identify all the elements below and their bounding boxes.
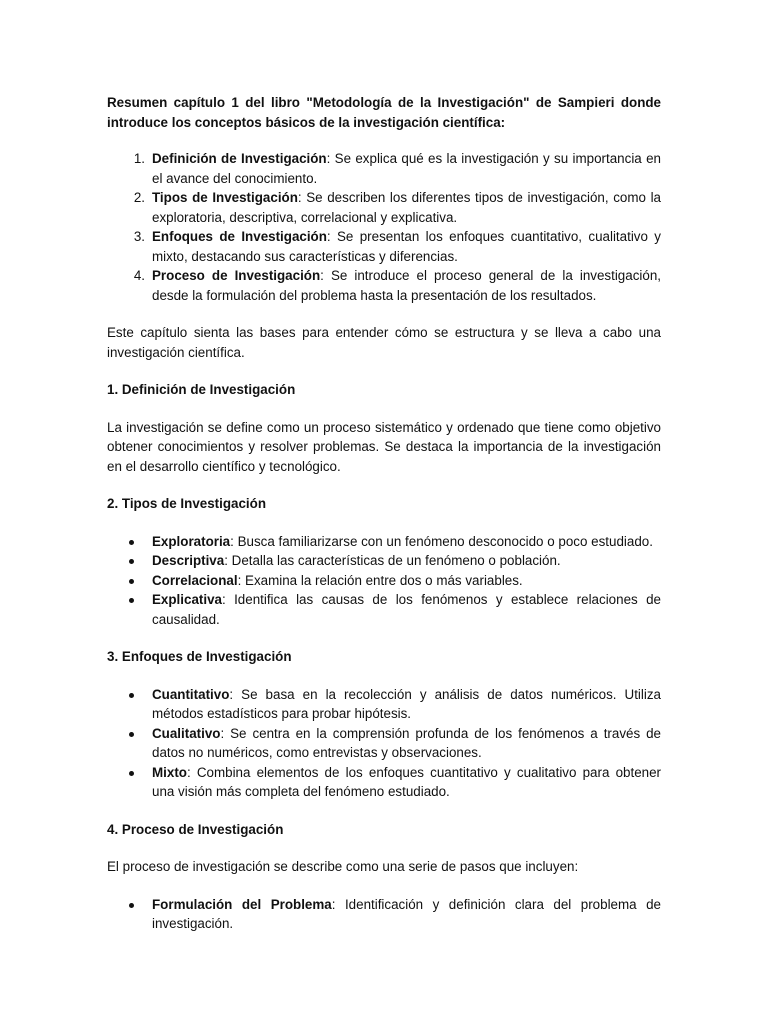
item-term: Exploratoria <box>152 533 231 549</box>
item-text: : Combina elementos de los enfoques cuantitativo y cualitativo para obtener una visión más completa del fenómeno estudiado. <box>152 764 661 799</box>
summary-list-item <box>107 188 661 227</box>
item-term: Correlacional <box>152 572 238 588</box>
bullet-list <box>107 895 661 934</box>
section-heading: 3. Enfoques de Investigación <box>107 649 292 664</box>
section-heading: 4. Proceso de Investigación <box>107 821 284 837</box>
item-text: : Identifica las causas de los fenómenos y establece relaciones de causalidad. <box>152 592 661 627</box>
summary-list <box>107 149 661 305</box>
section-body: La investigación se define como un proceso sistemático y ordenado que tiene como objetivo obtener conocimientos y resolver problemas. Se destaca la importancia de la investigación en el desarrollo científico y tecnológico. <box>107 419 661 474</box>
item-term: Descriptiva <box>152 553 225 568</box>
item-term: Cualitativo <box>152 725 221 741</box>
bullet-icon <box>129 559 134 564</box>
item-term: Cuantitativo <box>152 686 230 702</box>
list-number: 2. <box>133 190 145 205</box>
item-term: Formulación del Problema <box>152 896 332 912</box>
bullet-list <box>107 532 661 630</box>
list-number: 3. <box>133 229 145 244</box>
bullet-item <box>107 571 661 591</box>
section-body: El proceso de investigación se describe como una serie de pasos que incluyen: <box>107 859 579 874</box>
summary-list-item <box>107 266 661 305</box>
item-text: : Detalla las características de un fenómeno o población. <box>224 553 561 568</box>
section-heading: 1. Definición de Investigación <box>107 382 296 397</box>
bullet-item <box>107 532 661 552</box>
item-text: : Se explica qué es la investigación y su importancia en el avance del conocimiento. <box>152 151 661 186</box>
item-term: Tipos de Investigación <box>152 190 298 205</box>
bullet-icon <box>129 771 134 776</box>
bullet-icon <box>129 579 134 584</box>
intro-paragraph: Resumen capítulo 1 del libro "Metodología de la Investigación" de Sampieri donde introduce los conceptos básicos de la investigación científica: <box>107 95 661 130</box>
document-content <box>107 93 661 934</box>
item-text: : Busca familiarizarse con un fenómeno desconocido o poco estudiado. <box>230 533 653 549</box>
bullet-icon <box>129 598 134 603</box>
bullet-item <box>107 895 661 934</box>
bullet-item <box>107 590 661 629</box>
chapter-note: Este capítulo sienta las bases para entender cómo se estructura y se lleva a cabo una investigación científica. <box>107 325 661 360</box>
item-text: : Se introduce el proceso general de la investigación, desde la formulación del problema hasta la presentación de los resultados. <box>152 268 661 303</box>
list-number: 1. <box>133 151 145 166</box>
item-text: : Se basa en la recolección y análisis de datos numéricos. Utiliza métodos estadísticos para probar hipótesis. <box>152 686 661 721</box>
item-term: Definición de Investigación <box>152 151 327 166</box>
item-term: Proceso de Investigación <box>152 268 321 283</box>
bullet-icon <box>129 540 134 545</box>
summary-list-item <box>107 227 661 266</box>
item-term: Explicativa <box>152 592 222 607</box>
item-text: : Se centra en la comprensión profunda de los fenómenos a través de datos no numéricos, como entrevistas y observaciones. <box>152 725 661 760</box>
bullet-item <box>107 685 661 724</box>
bullet-item <box>107 551 661 571</box>
item-text: : Se describen los diferentes tipos de investigación, como la exploratoria, descriptiva, correlacional y explicativa. <box>152 190 661 225</box>
section-heading: 2. Tipos de Investigación <box>107 496 266 511</box>
bullet-item <box>107 724 661 763</box>
bullet-icon <box>129 693 134 698</box>
bullet-icon <box>129 732 134 737</box>
summary-list-item <box>107 149 661 188</box>
item-term: Enfoques de Investigación <box>152 229 327 244</box>
bullet-list <box>107 685 661 802</box>
bullet-item <box>107 763 661 802</box>
list-number: 4. <box>133 268 145 283</box>
bullet-icon <box>129 903 134 908</box>
item-term: Mixto <box>152 764 187 780</box>
item-text: : Identificación y definición clara del problema de investigación. <box>152 896 661 931</box>
item-text: : Se presentan los enfoques cuantitativo, cualitativo y mixto, destacando sus características y diferencias. <box>152 229 661 264</box>
item-text: : Examina la relación entre dos o más variables. <box>237 572 523 588</box>
